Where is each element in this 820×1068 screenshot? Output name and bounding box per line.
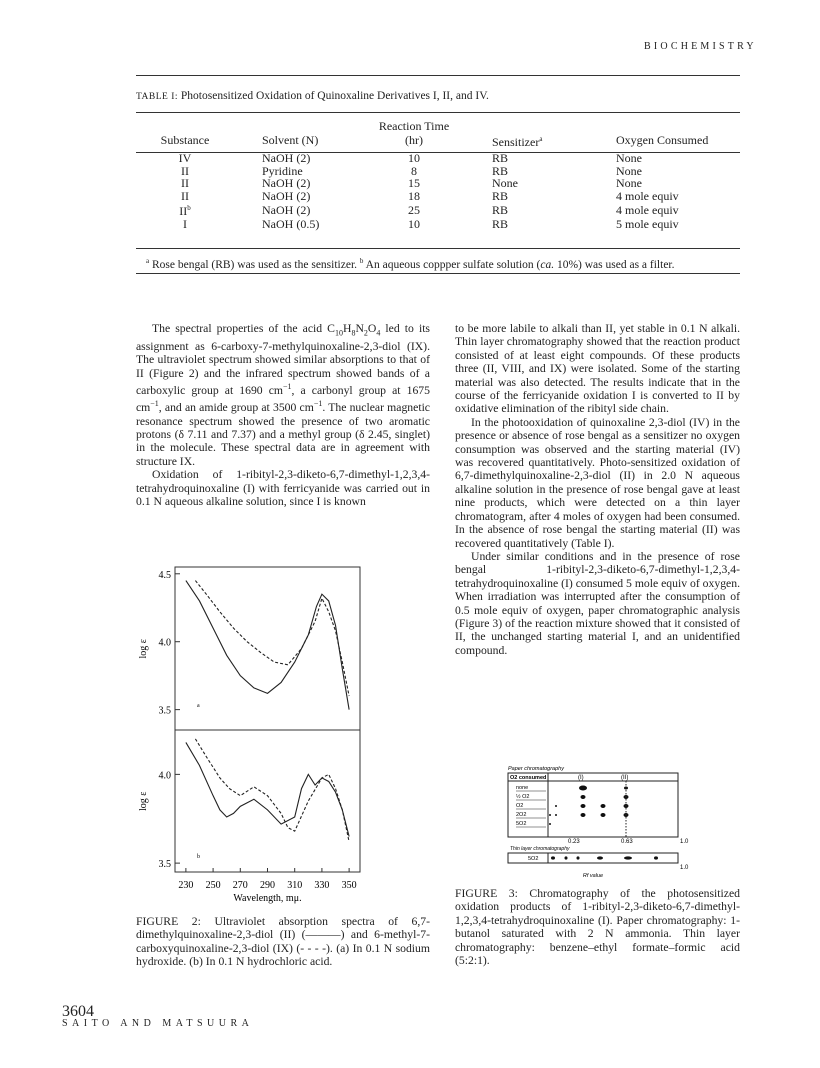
x-tick-label: 270 xyxy=(232,880,248,891)
table-head-rule xyxy=(136,112,740,113)
tlc-spot xyxy=(597,856,603,859)
right-paragraph-3: Under similar conditions and in the presence of rose bengal 1-ribityl-2,3-diketo-6,7-dimethyl-1,2,3,4-tetrahydroquinoxaline (I) consumed 5 mole equiv of oxygen. When irradiation was interrupted after the consumption of 0.5 mole equiv of oxygen, paper chromatographic analysis (Figure 3) of the reaction mixture showed that it consisted of II, the unchanged starting material I, and an unidentified compound. xyxy=(455,549,740,657)
footnote-a: Rose bengal (RB) was used as the sensitizer. xyxy=(151,258,358,271)
spot xyxy=(581,795,586,799)
cell-oxygen: None xyxy=(616,151,642,165)
col-II-label: (II) xyxy=(621,775,629,781)
plot-frame xyxy=(175,730,360,872)
cell-time: 18 xyxy=(408,188,420,203)
table-row xyxy=(136,177,740,190)
cell-oxygen: 5 mole equiv xyxy=(616,216,679,231)
spot xyxy=(601,804,606,808)
spot xyxy=(555,814,557,816)
figure-3-caption-text: Chromatography of the photosensitized oxidation products of 1-ribityl-2,3-diketo-6,7-dimethyl-1,2,3,4-tetrahydroquinoxaline (I). Paper chromatography: 1-butanol saturated with 2 N ammonia. Thin layer chromatography: benzene–ethyl formate–formic acid (5:2:1). xyxy=(455,887,740,968)
tlc-spot xyxy=(577,856,580,859)
table-header-row xyxy=(136,133,740,149)
tlc-scale-mark: 1.0 xyxy=(680,865,689,871)
figure-2-caption-text: Ultraviolet absorption spectra of 6,7-dimethylquinoxaline-2,3-diol (II) (———) and 6-methyl-7-carboxyquinoxaline-2,3-diol (IX) (- - - -). (a) In 0.1 N sodium hydroxide. (b) In 0.1 N hydrochloric acid. xyxy=(136,915,430,969)
tlc-spot xyxy=(565,856,568,859)
table-row xyxy=(136,202,740,218)
table-bottom-rule xyxy=(136,248,740,249)
header-time-top: Reaction Time xyxy=(378,119,450,133)
page-number: 3604 xyxy=(62,1003,94,1020)
header-solvent: Solvent (N) xyxy=(262,133,319,147)
table-row xyxy=(136,165,740,178)
table-caption xyxy=(136,90,489,102)
x-tick-label: 330 xyxy=(314,880,330,891)
cell-solvent: NaOH (2) xyxy=(262,202,311,217)
cell-sensitizer: RB xyxy=(492,163,509,178)
panel-label: a xyxy=(197,702,200,709)
scale-mark: 0.23 xyxy=(568,839,580,845)
spot xyxy=(601,813,606,817)
row-label: ½ O2 xyxy=(516,794,530,800)
y-tick-label: 3.5 xyxy=(158,705,171,717)
figure-3-label: FIGURE 3: xyxy=(455,887,518,900)
header-substance: Substance xyxy=(160,133,210,147)
left-column xyxy=(136,322,430,508)
spot xyxy=(555,805,557,807)
cell-substance: II xyxy=(181,176,189,190)
table-row xyxy=(136,218,740,231)
cell-solvent: NaOH (0.5) xyxy=(262,216,320,231)
x-tick-label: 230 xyxy=(178,880,194,891)
cell-oxygen: 4 mole equiv xyxy=(616,202,679,217)
cell-substance: $II^b$ xyxy=(179,204,191,218)
cell-sensitizer: RB xyxy=(492,188,509,203)
x-axis-label: Wavelength, mμ. xyxy=(233,893,302,904)
cell-oxygen: None xyxy=(616,176,642,190)
x-tick-label: 290 xyxy=(260,880,275,891)
panel-label: b xyxy=(197,853,200,860)
cell-substance: II xyxy=(181,188,189,203)
scale-mark: 0.63 xyxy=(621,839,633,845)
tlc-spot xyxy=(654,856,658,859)
figure-2-caption xyxy=(136,915,430,969)
table-header-row xyxy=(136,120,740,133)
table-mid-rule xyxy=(136,152,740,153)
cell-sensitizer: None xyxy=(492,176,518,190)
spot xyxy=(549,823,551,825)
figure-2-chart xyxy=(138,562,450,904)
running-footer: SAITO AND MATSUURA xyxy=(62,1018,254,1029)
cell-substance: IV xyxy=(178,151,192,165)
table-top-rule xyxy=(136,75,740,76)
paper-chrom-title: Paper chromatography xyxy=(508,766,564,772)
left-paragraph-2: Oxidation of 1-ribityl-2,3-diketo-6,7-dimethyl-1,2,3,4-tetrahydroquinoxaline (I) with ferricyanide was carried out in 0.1 N aqueous alkaline solution, since I is known xyxy=(136,468,430,508)
plot-frame xyxy=(175,567,360,730)
data-table xyxy=(136,120,740,230)
header-sensitizer: Sensitizer$^a$ xyxy=(492,134,543,149)
table-label: TABLE I: xyxy=(136,92,179,102)
paper-chrom-frame xyxy=(508,773,678,837)
cell-time: 25 xyxy=(408,202,420,217)
header-oxygen: Oxygen Consumed xyxy=(616,133,709,147)
cell-substance: II xyxy=(181,163,189,178)
series-line xyxy=(186,581,349,710)
spot xyxy=(549,814,551,816)
row-label: none xyxy=(516,785,529,791)
table-footnote: $^a$ Rose bengal (RB) was used as the sensitizer. $^b$ An aqueous coppper sulfate solution (ca. 10%) was used as a filter. xyxy=(146,257,675,271)
cell-oxygen: None xyxy=(616,163,642,178)
table-title: Photosensitized Oxidation of Quinoxaline Derivatives I, II, and IV. xyxy=(180,90,489,102)
header-time-bottom: (hr) xyxy=(405,133,423,147)
journal-title: BIOCHEMISTRY xyxy=(644,41,757,52)
footnote-b: An aqueous coppper sulfate solution (ca. 10%) was used as a filter. xyxy=(365,258,675,271)
series-line xyxy=(186,742,349,836)
y-tick-label: 4.0 xyxy=(158,637,171,649)
cell-time: 10 xyxy=(408,216,420,231)
cell-time: 15 xyxy=(408,176,420,190)
y-axis-label: log ε xyxy=(138,639,149,659)
row-label: O2 xyxy=(516,803,524,809)
x-tick-label: 310 xyxy=(287,880,303,891)
figure-3-chromatogram xyxy=(508,763,688,881)
figure-3-caption xyxy=(455,887,740,967)
cell-oxygen: 4 mole equiv xyxy=(616,188,679,203)
y-tick-label: 4.0 xyxy=(158,770,171,782)
cell-solvent: NaOH (2) xyxy=(262,176,311,190)
row-label: 2O2 xyxy=(516,812,527,818)
y-axis-label: log ε xyxy=(138,791,149,811)
tlc-title: Thin layer chromatography xyxy=(510,846,570,852)
cell-solvent: Pyridine xyxy=(262,163,303,178)
series-line xyxy=(195,739,349,842)
cell-time: 8 xyxy=(411,163,417,178)
cell-solvent: NaOH (2) xyxy=(262,188,311,203)
cell-sensitizer: RB xyxy=(492,202,509,217)
right-paragraph-2: In the photooxidation of quinoxaline 2,3-diol (IV) in the presence or absence of rose bengal as a sensitizer no oxygen consumption was observed and the starting material (IV) was recovered quantitatively. Photo-sensitized oxidation of 6,7-dimethylquinoxaline-2,3-diol (II) in 2.0 N aqueous alkaline solution in the presence of rose bengal gave at least nine products, which were detected on a thin layer chromatogram, after 4 moles of oxygen had been consumed. In the absence of rose bengal the starting material (II) was recovered quantitatively (Table I). xyxy=(455,415,740,550)
spot xyxy=(579,786,587,791)
y-tick-label: 3.5 xyxy=(158,859,171,871)
cell-sensitizer: RB xyxy=(492,151,509,165)
table-row xyxy=(136,148,740,165)
col-I-label: (I) xyxy=(578,775,584,781)
rf-label: Rf value xyxy=(582,873,604,879)
col-consumed-label: O2 consumed xyxy=(510,775,547,781)
tlc-spot xyxy=(624,856,632,859)
scale-mark: 1.0 xyxy=(680,839,689,845)
cell-solvent: NaOH (2) xyxy=(262,151,311,165)
cell-time: 10 xyxy=(408,151,420,165)
table-body xyxy=(136,148,740,230)
tlc-row-label: 5O2 xyxy=(528,856,539,862)
right-paragraph-1: to be more labile to alkali than II, yet stable in 0.1 N alkali. Thin layer chromatography showed that the reaction product consisted of at least eight compounds. Of these products three (II, VIII, and IX) were isolated. Some of the starting material was also detected. The results indicate that in the course of the ferricyanide oxidation I is converted to II by oxidative elimination of the ribityl side chain. xyxy=(455,322,740,416)
table-end-rule xyxy=(136,273,740,274)
right-column xyxy=(455,322,740,657)
x-tick-label: 350 xyxy=(341,880,357,891)
tlc-spot xyxy=(551,856,555,859)
cell-substance: I xyxy=(183,216,187,231)
spot xyxy=(581,804,586,808)
spot xyxy=(581,813,586,817)
y-tick-label: 4.5 xyxy=(158,569,171,581)
table-row xyxy=(136,190,740,203)
cell-sensitizer: RB xyxy=(492,216,509,231)
row-label: 5O2 xyxy=(516,821,527,827)
x-tick-label: 250 xyxy=(205,880,221,891)
figure-2-label: FIGURE 2: xyxy=(136,915,201,928)
left-paragraph-1: The spectral properties of the acid $C_{10}H_8N_2O_4$ led to its assignment as 6-carboxy-7-methylquinoxaline-2,3-diol (IX). The ultraviolet spectrum showed similar absorptions to that of II (Figure 2) and the infrared spectrum showed bands of a carboxylic group at 1690 $cm^{-1}$, a carbonyl group at 1675 $cm^{-1}$, and an amide group at 3500 $cm^{-1}$. The nuclear magnetic resonance spectrum showed the presence of two aromatic protons (δ 7.11 and 7.37) and a methyl group (δ 2.45, singlet) in the molecule. These spectral data are in agreement with structure IX. xyxy=(136,322,430,468)
